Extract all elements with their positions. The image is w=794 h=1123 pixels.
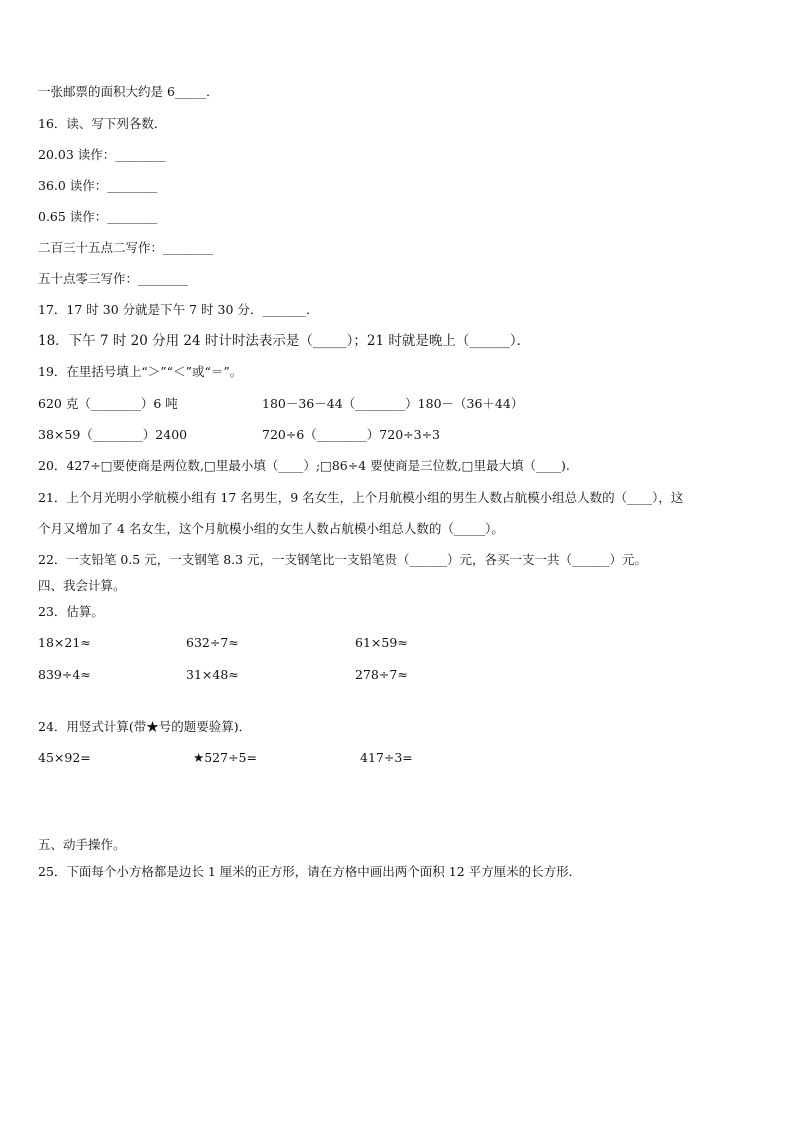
q18-question: 18．下午 7 时 20 分用 24 时计时法表示是（_____）；21 时就是晚上（______）． [38,333,531,349]
q23-estimate-b3: 278÷7≈ [355,667,408,682]
q16-item-c: 0.65 读作：________ [38,209,158,224]
q19-compare-a1: 620 克（________）6 吨 [38,396,178,411]
q25-question: 25．下面每个小方格都是边长 1 厘米的正方形，请在方格中画出两个面积 12 平方厘米的长方形． [38,864,582,879]
section-5-heading: 五、动手操作。 [38,837,126,852]
q23-estimate-b2: 31×48≈ [186,667,239,682]
q19-question: 19．在里括号填上“＞”“＜”或“＝”。 [38,364,243,379]
q23-estimate-a2: 632÷7≈ [186,635,239,650]
q20-question: 20．427÷□要使商是两位数,□里最小填（____）;□86÷4 要使商是三位数,□里最大填（____). [38,458,570,473]
q24-calc-c: 417÷3= [360,750,413,765]
q16-heading: 16．读、写下列各数． [38,116,167,131]
q23-heading: 23．估算。 [38,604,104,619]
q19-compare-b1: 38×59（________）2400 [38,427,188,442]
q19-compare-b2: 720÷6（________）720÷3÷3 [262,427,440,442]
q19-compare-a2: 180－36－44（________）180－（36＋44） [262,396,524,411]
q23-estimate-a1: 18×21≈ [38,635,91,650]
q24-calc-b: ★527÷5= [193,750,257,765]
q17-question: 17．17 时 30 分就是下午 7 时 30 分．_______． [38,302,319,317]
q23-estimate-a3: 61×59≈ [355,635,408,650]
stamp-area-question: 一张邮票的面积大约是 6_____． [38,84,219,99]
q24-heading: 24．用竖式计算(带★号的题要验算)． [38,719,252,734]
q23-estimate-b1: 839÷4≈ [38,667,91,682]
q21-question-line1: 21．上个月光明小学航模小组有 17 名男生，9 名女生，上个月航模小组的男生人数占航模小组总人数的（____），这 [38,490,684,505]
q22-question: 22．一支铅笔 0.5 元，一支钢笔 8.3 元，一支钢笔比一支铅笔贵（______）元，各买一支一共（______）元。 [38,552,648,567]
q16-item-e: 五十点零三写作：________ [38,271,189,286]
q21-question-line2: 个月又增加了 4 名女生，这个月航模小组的女生人数占航模小组总人数的（_____）。 [38,521,504,536]
q16-item-a: 20.03 读作：________ [38,147,166,162]
q24-calc-a: 45×92= [38,750,91,765]
q16-item-b: 36.0 读作：________ [38,178,158,193]
q16-item-d: 二百三十五点二写作：________ [38,240,214,255]
section-4-heading: 四、我会计算。 [38,578,126,593]
